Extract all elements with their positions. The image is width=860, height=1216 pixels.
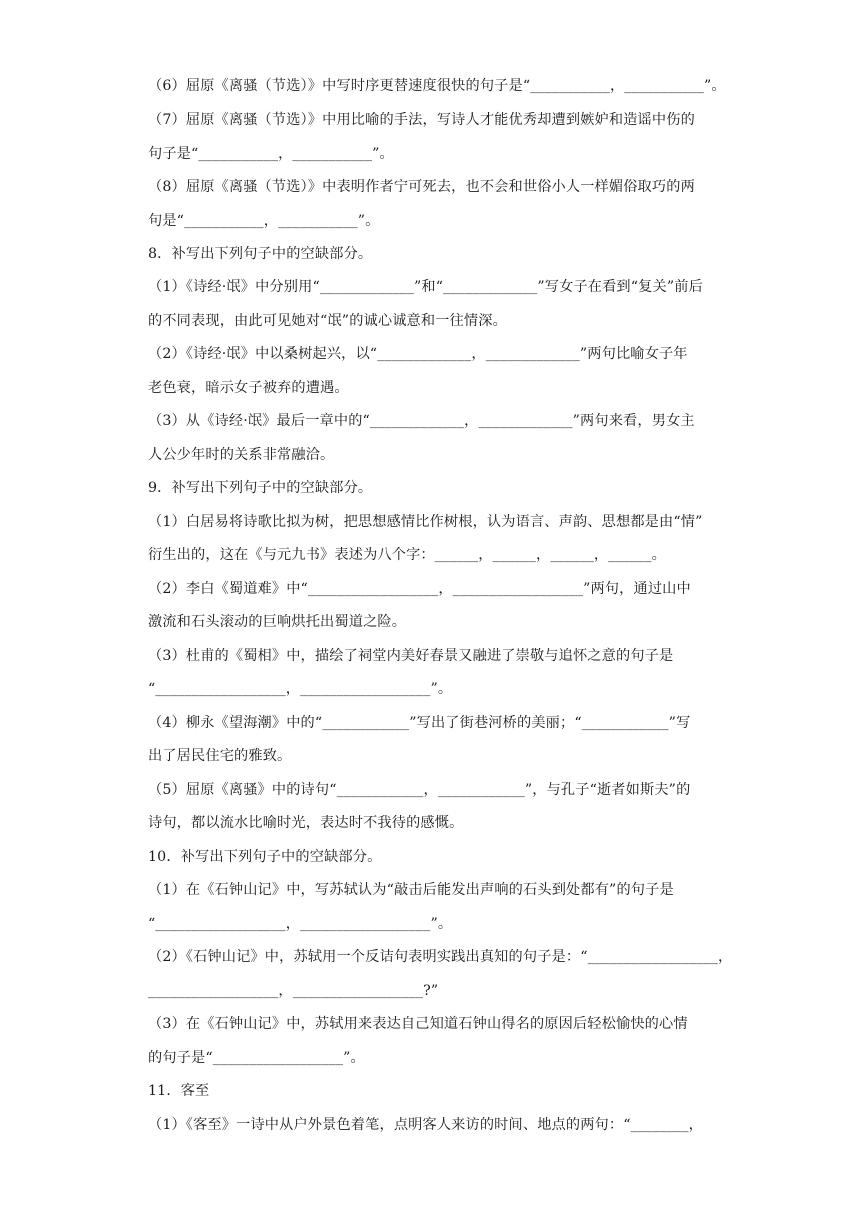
q8-1-line-2: 的不同表现，由此可见她对“氓”的诚心诚意和一往情深。 bbox=[148, 313, 507, 329]
question-11-heading: 11．客至 bbox=[148, 1083, 210, 1099]
q10-1-line-2: “__________________，__________________”。 bbox=[148, 916, 453, 932]
q7-7-line-1: （7）屈原《离骚（节选）》中用比喻的手法，写诗人才能优秀却遭到嫉妒和造谣中伤的 bbox=[148, 112, 695, 128]
q9-3-line-2: “__________________，__________________”。 bbox=[148, 681, 453, 697]
q9-5-line-1: （5）屈原《离骚》中的诗句“____________，____________”，与孔子“逝者如斯夫”的 bbox=[148, 782, 691, 798]
q9-2-line-2: 激流和石头滚动的巨响烘托出蜀道之险。 bbox=[148, 614, 407, 630]
q7-8-line-2: 句是“___________，___________”。 bbox=[148, 213, 380, 229]
q9-4-line-2: 出了居民住宅的雅致。 bbox=[148, 748, 292, 764]
q7-8-line-1: （8）屈原《离骚（节选）》中表明作者宁可死去，也不会和世俗小人一样媚俗取巧的两 bbox=[148, 179, 695, 195]
q8-3-line-2: 人公少年时的关系非常融洽。 bbox=[148, 447, 335, 463]
q9-4-line-1: （4）柳永《望海潮》中的“____________”写出了街巷河桥的美丽；“____________”写 bbox=[148, 715, 691, 731]
q10-3-line-1: （3）在《石钟山记》中，苏轼用来表达自己知道石钟山得名的原因后轻松愉快的心情 bbox=[148, 1016, 688, 1032]
q10-3-line-2: 的句子是“__________________”。 bbox=[148, 1050, 365, 1066]
q9-1-line-2: 衍生出的，这在《与元九书》表述为八个字：______，______，______，______。 bbox=[148, 547, 666, 563]
q9-1-line-1: （1）白居易将诗歌比拟为树，把思想感情比作树根，认为语言、声韵、思想都是由“情” bbox=[148, 514, 703, 530]
q9-2-line-1: （2）李白《蜀道难》中“__________________，__________________”两句，通过山中 bbox=[148, 581, 691, 597]
q10-2-line-1: （2）《石钟山记》中，苏轼用一个反诘句表明实践出真知的句子是：“__________________， bbox=[148, 949, 733, 965]
q11-1-line-1: （1）《客至》一诗中从户外景色着笔，点明客人来访的时间、地点的两句：“________， bbox=[148, 1117, 703, 1133]
q8-1-line-1: （1）《诗经·氓》中分别用“_____________”和“_____________”写女子在看到“复关”前后 bbox=[148, 279, 703, 295]
q8-2-line-1: （2）《诗经·氓》中以桑树起兴，以“_____________，_____________”两句比喻女子年 bbox=[148, 346, 688, 362]
q8-3-line-1: （3）从《诗经·氓》最后一章中的“_____________，_____________”两句来看，男女主 bbox=[148, 413, 695, 429]
q8-2-line-2: 老色衰，暗示女子被弃的遭遇。 bbox=[148, 380, 349, 396]
q7-7-line-2: 句子是“___________，___________”。 bbox=[148, 146, 394, 162]
q9-5-line-2: 诗句，都以流水比喻时光，表达时不我待的感慨。 bbox=[148, 815, 464, 831]
q10-2-line-2: __________________，__________________?” bbox=[148, 983, 439, 999]
question-9-heading: 9．补写出下列句子中的空缺部分。 bbox=[148, 480, 373, 496]
q7-6-line: （6）屈原《离骚（节选）》中写时序更替速度很快的句子是“___________，___________”。 bbox=[148, 78, 726, 94]
q10-1-line-1: （1）在《石钟山记》中，写苏轼认为“敲击后能发出声响的石头到处都有”的句子是 bbox=[148, 882, 674, 898]
question-10-heading: 10．补写出下列句子中的空缺部分。 bbox=[148, 849, 382, 865]
q9-3-line-1: （3）杜甫的《蜀相》中，描绘了祠堂内美好春景又融进了崇敬与追怀之意的句子是 bbox=[148, 648, 674, 664]
question-8-heading: 8．补写出下列句子中的空缺部分。 bbox=[148, 246, 373, 262]
